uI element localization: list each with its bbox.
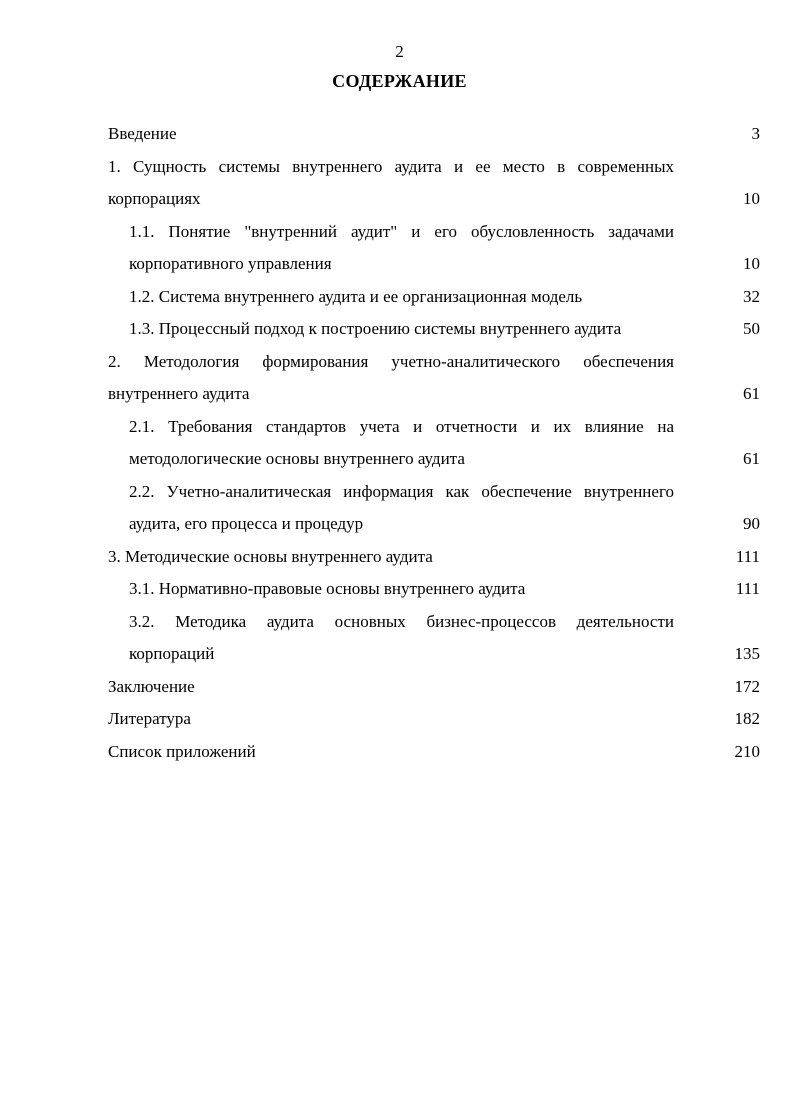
- toc-entry: [108, 703, 760, 736]
- toc-entry-page: 61: [743, 384, 760, 403]
- toc-entry-text: 3.2. Методика аудита основных бизнес-процессов деятельности корпораций: [129, 611, 674, 663]
- toc-entry: [108, 736, 760, 769]
- toc-entry: [108, 346, 760, 411]
- toc-entry: [108, 411, 760, 476]
- toc-entry-text: 2. Методология формирования учетно-аналитического обеспечения внутреннего аудита: [108, 351, 674, 403]
- toc-entry: [108, 151, 760, 216]
- toc-entry-text: 3. Методические основы внутреннего аудита: [108, 546, 433, 566]
- toc-entry-text: Заключение: [108, 676, 195, 696]
- page-title: СОДЕРЖАНИЕ: [332, 71, 467, 91]
- toc-entry-page: 32: [743, 286, 760, 306]
- page-number: 2: [395, 42, 404, 61]
- toc-entry-page: 111: [735, 579, 760, 598]
- toc-entry-page: 3: [751, 124, 760, 143]
- toc-entry-page: 61: [743, 449, 760, 468]
- toc-entry-text: Литература: [108, 709, 191, 728]
- toc-entry: [108, 281, 760, 314]
- toc-entry: [108, 541, 760, 574]
- toc-entry-text: 1.1. Понятие "внутренний аудит" и его обусловленность задачами корпоративного управления: [129, 221, 674, 273]
- toc-entry-page: 10: [743, 189, 760, 208]
- table-of-contents: [108, 118, 760, 768]
- toc-entry: [108, 573, 760, 606]
- toc-entry-page: 50: [743, 319, 760, 338]
- toc-entry: [108, 606, 760, 671]
- toc-entry-text: Список приложений: [108, 741, 256, 761]
- toc-entry-page: 172: [734, 676, 760, 696]
- toc-entry: [108, 118, 760, 151]
- toc-entry-text: 1.3. Процессный подход к построению системы внутреннего аудита: [129, 319, 622, 338]
- toc-entry-page: 210: [734, 741, 760, 761]
- toc-entry-page: 10: [743, 254, 760, 273]
- toc-entry: [108, 313, 760, 346]
- toc-entry-text: Введение: [108, 124, 177, 143]
- toc-entry-text: 2.1. Требования стандартов учета и отчетности и их влияние на методологические основы внутреннего аудита: [129, 416, 674, 468]
- toc-entry-page: 182: [734, 709, 760, 728]
- toc-entry-text: 3.1. Нормативно-правовые основы внутреннего аудита: [129, 579, 526, 598]
- toc-entry-text: 1. Сущность системы внутреннего аудита и ее место в современных корпорациях: [108, 156, 674, 208]
- toc-entry-text: 1.2. Система внутреннего аудита и ее организационная модель: [129, 286, 583, 306]
- toc-entry-text: 2.2. Учетно-аналитическая информация как обеспечение внутреннего аудита, его процесса и процедур: [129, 481, 674, 533]
- toc-entry-page: 135: [734, 644, 760, 663]
- toc-entry: [108, 671, 760, 704]
- toc-entry: [108, 216, 760, 281]
- toc-entry-page: 90: [743, 514, 760, 533]
- toc-entry: [108, 476, 760, 541]
- toc-entry-page: 111: [735, 546, 760, 566]
